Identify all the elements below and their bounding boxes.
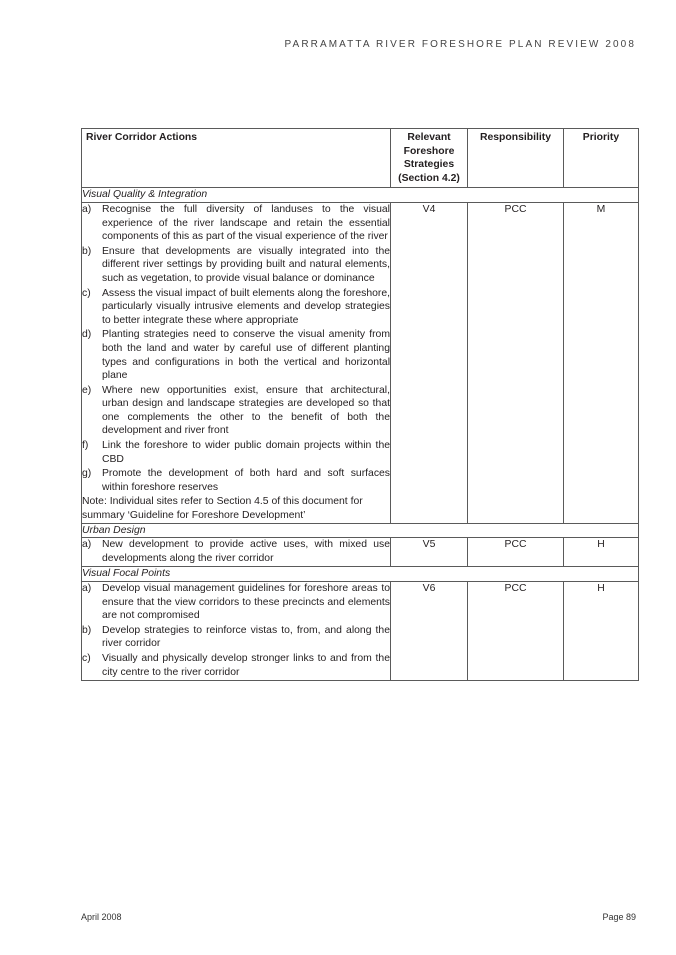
column-header-responsibility: Responsibility (468, 129, 564, 188)
table-row (82, 538, 639, 567)
item-marker: e) (82, 384, 92, 396)
item-marker: c) (82, 652, 91, 664)
section-title-row (82, 188, 639, 203)
list-item (82, 384, 390, 438)
column-header-strategies-line: Strategies (403, 159, 455, 171)
column-header-priority: Priority (564, 129, 639, 188)
priority-cell: M (564, 202, 639, 523)
running-header: PARRAMATTA RIVER FORESHORE PLAN REVIEW 2008 (284, 39, 636, 50)
item-text: Develop visual management guidelines for foreshore areas to ensure that the view corridors to these precincts and elements are not compromised (102, 583, 390, 622)
list-item (82, 467, 390, 494)
footer-page-number: Page 89 (602, 912, 636, 922)
table-row (82, 582, 639, 681)
actions-cell (82, 538, 391, 567)
item-text: Planting strategies need to conserve the visual amenity from both the land and water by careful use of different planting types and configurations in both the vertical and horizontal plane (102, 329, 390, 382)
responsibility-cell: PCC (468, 538, 564, 567)
section-note: Note: Individual sites refer to Section 4.5 of this document for summary ‘Guideline for Foreshore Development’ (82, 496, 363, 522)
section-title-row (82, 567, 639, 582)
strategy-cell: V5 (391, 538, 468, 567)
item-marker: b) (82, 245, 92, 257)
item-marker: c) (82, 287, 91, 299)
item-marker: d) (82, 329, 92, 341)
section-title: Urban Design (82, 523, 639, 538)
list-item (82, 287, 390, 328)
item-marker: b) (82, 624, 92, 636)
list-item (82, 538, 390, 565)
list-item (82, 203, 390, 244)
table-header-row (82, 129, 639, 188)
column-header-strategies-line: Relevant (407, 132, 451, 143)
responsibility-cell: PCC (468, 202, 564, 523)
item-marker: g) (82, 468, 92, 480)
item-text: Link the foreshore to wider public domain projects within the CBD (102, 440, 390, 465)
item-text: Recognise the full diversity of landuses to the visual experience of the river landscape and retain the essential components of this as part of the visual experience of the river (102, 203, 390, 243)
strategy-cell: V6 (391, 582, 468, 681)
list-item (82, 328, 390, 382)
item-text: Develop strategies to reinforce vistas to, from, and along the river corridor (102, 624, 390, 650)
column-header-strategies-line: (Section 4.2) (398, 172, 460, 184)
item-text: Assess the visual impact of built elements along the foreshore, particularly visually intrusive elements and develop strategies to better integrate these where appropriate (102, 287, 390, 326)
item-text: Ensure that developments are visually integrated into the different river settings by providing built and natural elements, such as vegetation, to provide visual balance or dominance (102, 245, 390, 284)
list-item (82, 439, 390, 466)
section-title: Visual Focal Points (82, 567, 639, 582)
table-row (82, 202, 639, 523)
priority-cell: H (564, 582, 639, 681)
priority-cell: H (564, 538, 639, 567)
list-item (82, 652, 390, 679)
river-corridor-actions-table (81, 128, 639, 681)
responsibility-cell: PCC (468, 582, 564, 681)
footer-date: April 2008 (81, 912, 122, 922)
item-text: Where new opportunities exist, ensure that architectural, urban design and landscape strategies are developed so that one complements the other to the benefit of both the development and river front (102, 384, 390, 437)
column-header-strategies (391, 129, 468, 188)
item-text: Promote the development of both hard and soft surfaces within foreshore reserves (102, 468, 390, 493)
section-title: Visual Quality & Integration (82, 188, 639, 203)
actions-cell (82, 582, 391, 681)
list-item (82, 245, 390, 286)
item-marker: a) (82, 203, 92, 215)
column-header-actions: River Corridor Actions (82, 129, 391, 188)
item-text: Visually and physically develop stronger links to and from the city centre to the river corridor (102, 652, 390, 678)
actions-cell (82, 202, 391, 523)
strategy-cell: V4 (391, 202, 468, 523)
item-marker: a) (82, 539, 92, 551)
list-item (82, 624, 390, 651)
section-title-row (82, 523, 639, 538)
item-marker: a) (82, 583, 92, 594)
column-header-strategies-line: Foreshore (403, 145, 455, 157)
item-text: New development to provide active uses, with mixed use developments along the river corridor (102, 539, 390, 564)
list-item (82, 582, 390, 623)
item-marker: f) (82, 440, 89, 452)
